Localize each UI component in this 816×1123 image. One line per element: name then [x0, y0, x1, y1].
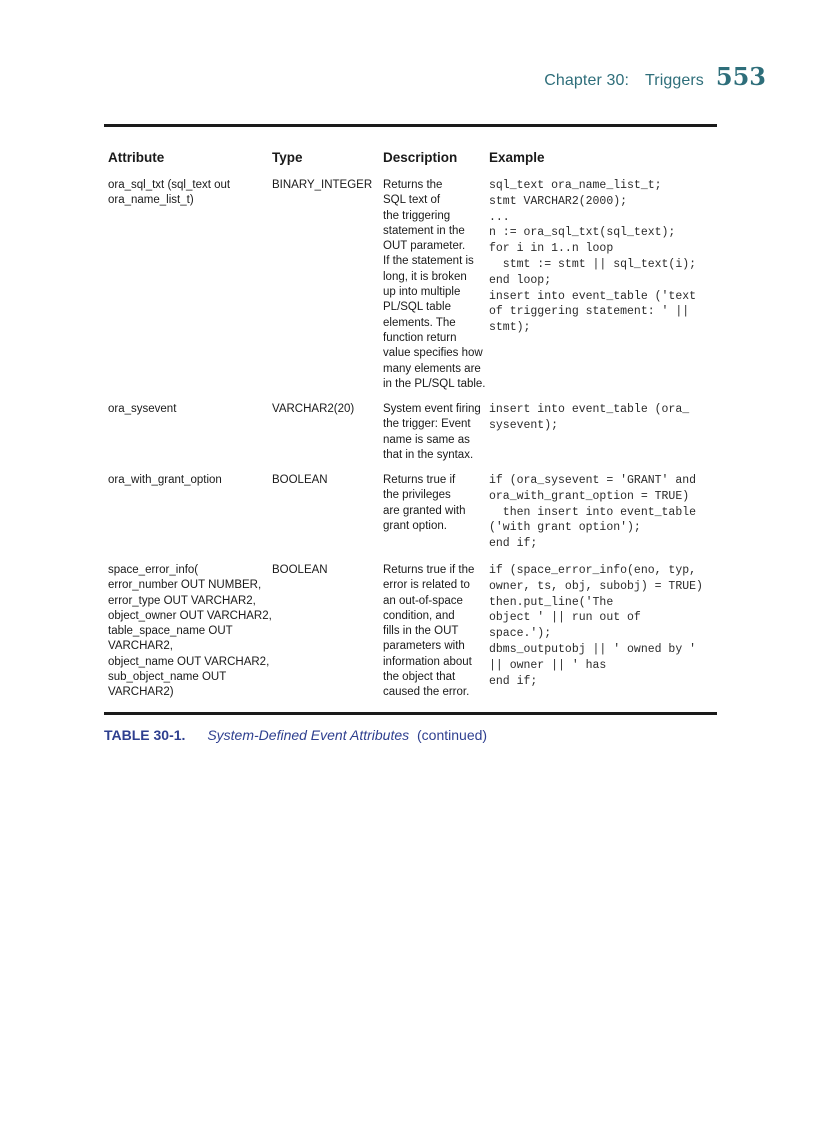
description-cell: Returns true if the error is related to an out-of-space condition, and fills in the OUT parameters with information about the object that caused the error. [383, 564, 475, 699]
table-row [108, 473, 717, 563]
table-row [108, 178, 717, 402]
column-header-attribute: Attribute [108, 150, 165, 165]
table-bottom-rule [104, 712, 717, 715]
table-top-rule [104, 124, 717, 127]
event-attributes-table [108, 150, 717, 708]
example-cell: if (ora_sysevent = 'GRANT' and ora_with_grant_option = TRUE) then insert into event_table ('with grant option'); end if; [489, 474, 697, 551]
column-header-type: Type [272, 150, 303, 165]
table-header-row [108, 150, 717, 178]
example-cell: insert into event_table (ora_ sysevent); [489, 403, 690, 432]
attribute-cell: ora_sysevent [108, 403, 177, 415]
type-cell: BOOLEAN [272, 474, 328, 486]
description-cell: Returns true if the privileges are granted with grant option. [383, 474, 466, 532]
page-number: 553 [715, 62, 766, 91]
attribute-cell: ora_sql_txt (sql_text out ora_name_list_t) [108, 179, 231, 207]
attribute-cell: ora_with_grant_option [108, 474, 222, 486]
attribute-cell: space_error_info( error_number OUT NUMBER, error_type OUT VARCHAR2, object_owner OUT VARCHAR2, table_space_name OUT VARCHAR2, object_name OUT VARCHAR2, sub_object_name OUT VARCHAR2) [108, 564, 272, 699]
type-cell: BINARY_INTEGER [272, 179, 373, 191]
type-cell: VARCHAR2(20) [272, 403, 355, 415]
table-row [108, 563, 717, 708]
example-cell: if (space_error_info(eno, typ, owner, ts, obj, subobj) = TRUE) then.put_line('The object ' || run out of space.'); dbms_outputobj || ' owned by ' || owner || ' has end if; [489, 564, 703, 688]
column-header-example: Example [489, 150, 545, 165]
caption-number: TABLE 30-1. [104, 727, 186, 743]
column-header-description: Description [383, 150, 458, 165]
running-header [544, 62, 766, 91]
description-cell: Returns the SQL text of the triggering statement in the OUT parameter. If the statement is long, it is broken up into multiple PL/SQL table elements. The function return value specifies how many elements are in the PL/SQL table. [383, 179, 486, 390]
caption-title: System-Defined Event Attributes [207, 727, 410, 743]
type-cell: BOOLEAN [272, 564, 328, 576]
description-cell: System event firing the trigger: Event name is same as that in the syntax. [383, 403, 481, 461]
caption-suffix: (continued) [417, 727, 488, 743]
chapter-label: Chapter 30: [544, 72, 629, 89]
table-row [108, 402, 717, 473]
chapter-title: Triggers [645, 72, 704, 89]
example-cell: sql_text ora_name_list_t; stmt VARCHAR2(2000); ... n := ora_sql_txt(sql_text); for i in 1..n loop stmt := stmt || sql_text(i); end loop; insert into event_table ('text of triggering statement: ' || stmt); [489, 179, 697, 335]
table-caption [104, 727, 487, 743]
